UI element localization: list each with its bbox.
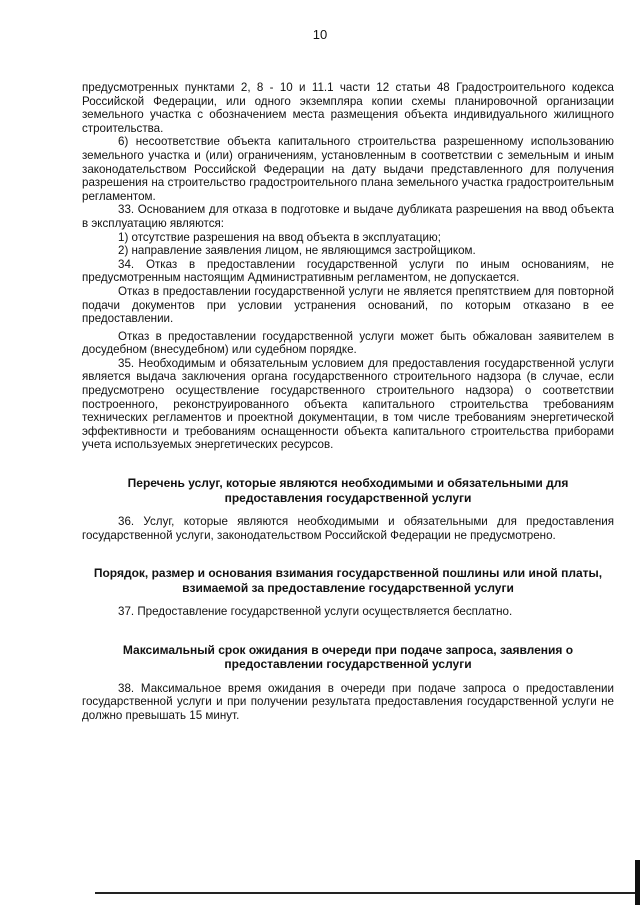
scan-corner-shadow <box>635 860 640 905</box>
paragraph: 35. Необходимым и обязательным условием для предоставления государственной услуги является выдача заключения органа государственного строительного надзора (в случае, если предусмотрено осуществление государственного строительного надзора) о соответствии построенного, реконструированного объекта капитального строительства требованиям технических регламентов и проектной документации, в том числе требованиям энергетической эффективности и требованиям оснащенности объекта капитального строительства приборами учета используемых энергетических ресурсов. <box>82 356 614 452</box>
document-body <box>82 81 614 723</box>
paragraph: предусмотренных пунктами 2, 8 - 10 и 11.1 части 12 статьи 48 Градостроительного кодекса Российской Федерации, или одного экземпляра копии схемы планировочной организации земельного участка с обозначением места размещения объекта индивидуального жилищного строительства. <box>82 81 614 135</box>
list-item: 2) направление заявления лицом, не являющимся застройщиком. <box>118 244 476 258</box>
paragraph: Отказ в предоставлении государственной услуги может быть обжалован заявителем в досудебном (внесудебном) или судебном порядке. <box>82 329 614 357</box>
section-heading: Максимальный срок ожидания в очереди при подаче запроса, заявления о предоставлении государственной услуги <box>122 642 574 672</box>
paragraph: 36. Услуг, которые являются необходимыми и обязательными для предоставления государственной услуги, законодательством Российской Федерации не предусмотрено. <box>82 515 614 542</box>
section-heading: Порядок, размер и основания взимания государственной пошлины или иной платы, взимаемой за предоставление государственной услуги <box>93 566 603 595</box>
paragraph: 33. Основанием для отказа в подготовке и выдаче дубликата разрешения на ввод объекта в эксплуатацию являются: <box>82 203 614 230</box>
paragraph: 6) несоответствие объекта капитального строительства разрешенному использованию земельного участка и (или) ограничениям, установленным в соответствии с земельным и иным законодательством Российской Федерации на дату выдачи представленного для получения разрешения на строительство градостроительного плана земельного участка градостроительным регламентом. <box>82 135 614 203</box>
scan-bottom-edge <box>95 892 640 894</box>
list-item: 1) отсутствие разрешения на ввод объекта в эксплуатацию; <box>118 230 441 244</box>
paragraph: Отказ в предоставлении государственной услуги не является препятствием для повторной подачи документов при условии устранения оснований, по которым отказано в ее предоставлении. <box>82 284 614 326</box>
section-heading: Перечень услуг, которые являются необходимыми и обязательными для предоставления государственной услуги <box>127 476 569 505</box>
paragraph: 38. Максимальное время ожидания в очереди при подаче запроса о предоставлении государственной услуги и при получении результата предоставления государственной услуги не должно превышать 15 минут. <box>82 681 614 722</box>
paragraph: 37. Предоставление государственной услуги осуществляется бесплатно. <box>118 605 513 619</box>
paragraph: 34. Отказ в предоставлении государственной услуги по иным основаниям, не предусмотренным настоящим Административным регламентом, не допускается. <box>82 257 614 285</box>
page-number: 10 <box>312 27 328 42</box>
